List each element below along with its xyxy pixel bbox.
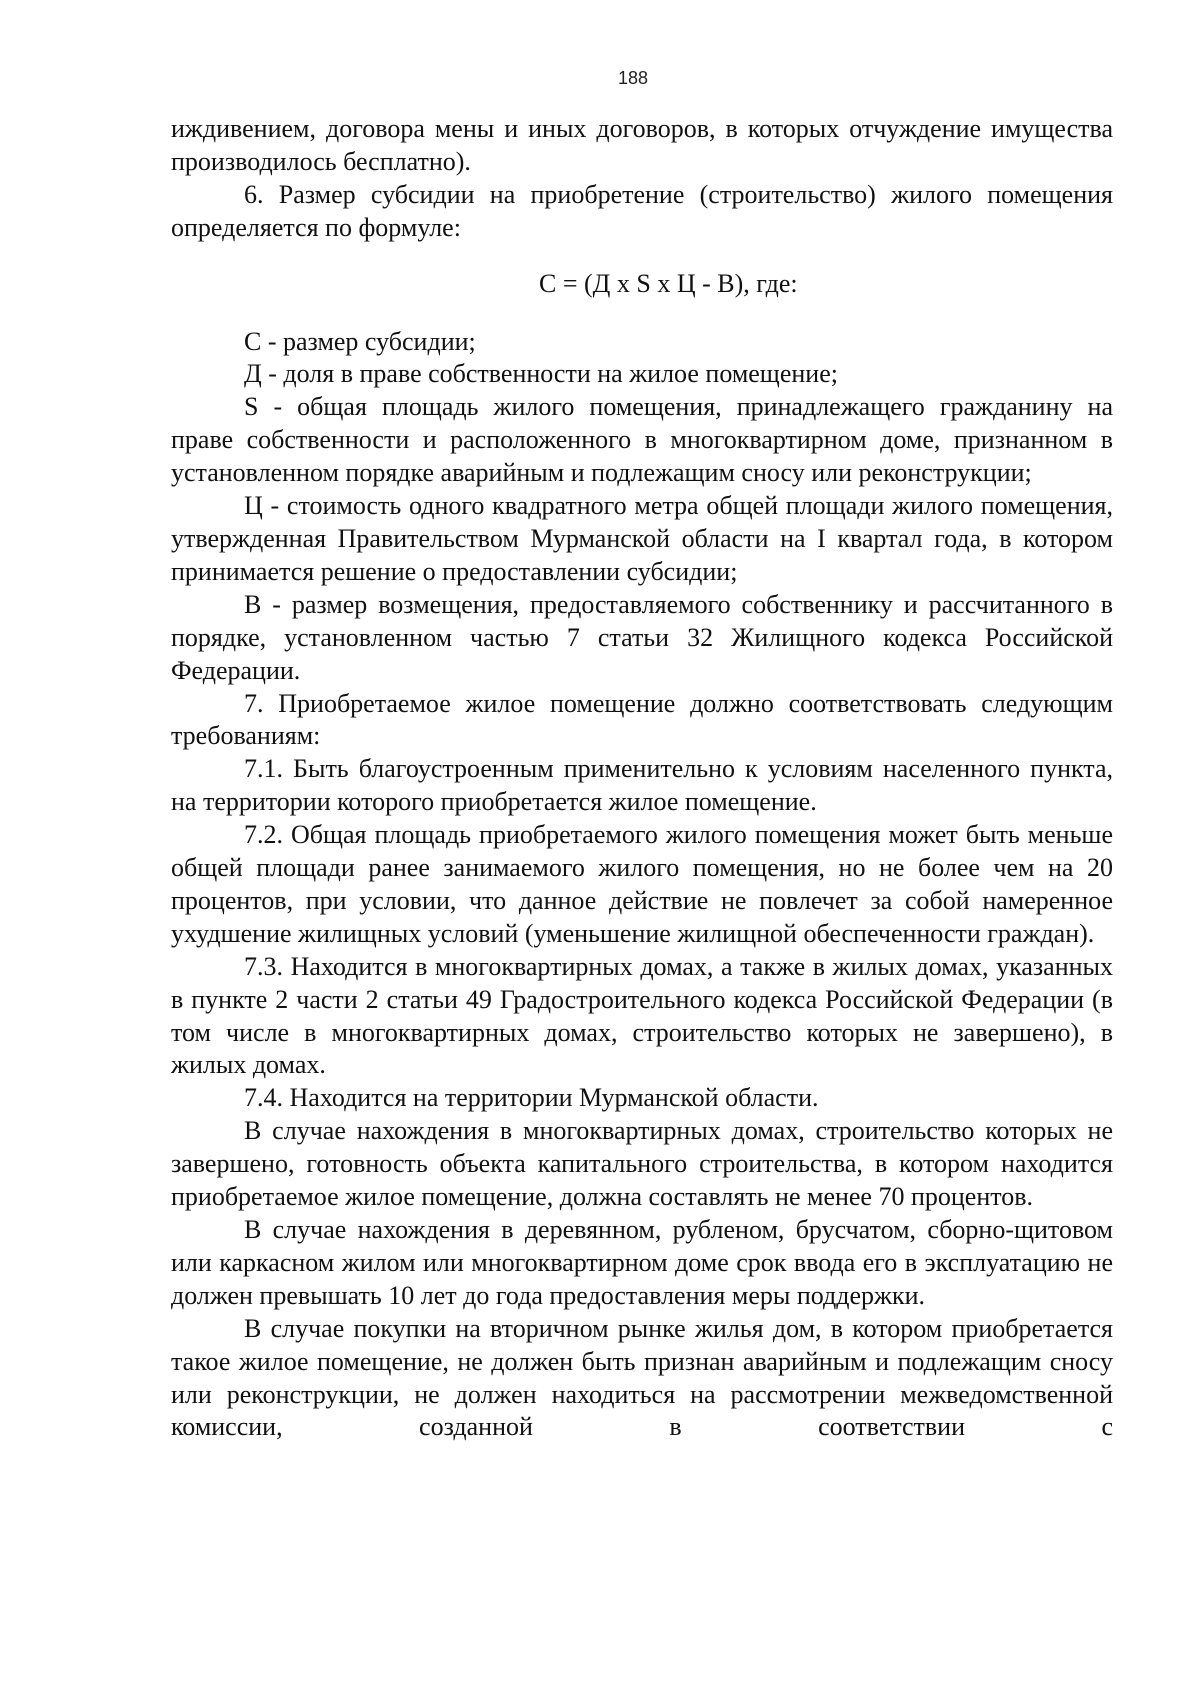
paragraph-item-7-3: 7.3. Находится в многоквартирных домах, а также в жилых домах, указанных в пункте 2 части 2 статьи 49 Градостроительного кодекса Российской Федерации (в том числе в многоквартирных домах, строительство которых не завершено), в жилых домах.	[171, 951, 1113, 1080]
paragraph-item-7-2: 7.2. Общая площадь приобретаемого жилого помещения может быть меньше общей площади ранее занимаемого жилого помещения, но не более чем на 20 процентов, при условии, что данное действие не повлечет за собой намеренное ухудшение жилищных условий (уменьшение жилищной обеспеченности граждан).	[171, 820, 1113, 948]
definition-v: В - размер возмещения, предоставляемого собственнику и рассчитанного в порядке, установленном частью 7 статьи 32 Жилищного кодекса Российской Федерации.	[171, 589, 1113, 685]
page-number: 188	[617, 68, 649, 88]
paragraph-item-6: 6. Размер субсидии на приобретение (строительство) жилого помещения определяется по формуле:	[171, 179, 1113, 242]
paragraph-item-7: 7. Приобретаемое жилое помещение должно соответствовать следующим требованиям:	[171, 688, 1113, 751]
paragraph-continuation: иждивением, договора мены и иных договоров, в которых отчуждение имущества производилось бесплатно).	[171, 114, 1113, 176]
definition-c: С - размер субсидии;	[244, 326, 476, 356]
paragraph-wooden-house: В случае нахождения в деревянном, рубленом, брусчатом, сборно-щитовом или каркасном жилом или многоквартирном доме срок ввода его в эксплуатацию не должен превышать 10 лет до года предоставления меры поддержки.	[171, 1215, 1113, 1310]
subsidy-formula: С = (Д х S х Ц - В), где:	[539, 268, 798, 298]
paragraph-item-7-1: 7.1. Быть благоустроенным применительно к условиям населенного пункта, на территории которого приобретается жилое помещение.	[171, 754, 1113, 817]
definition-d: Д - доля в праве собственности на жилое помещение;	[244, 359, 838, 389]
paragraph-unfinished-construction: В случае нахождения в многоквартирных домах, строительство которых не завершено, готовность объекта капитального строительства, в котором находится приобретаемое жилое помещение, должна составлять не менее 70 процентов.	[171, 1116, 1113, 1212]
definition-ts: Ц - стоимость одного квадратного метра общей площади жилого помещения, утвержденная Правительством Мурманской области на I квартал года, в котором принимается решение о предоставлении субсидии;	[171, 491, 1113, 586]
paragraph-item-7-4: 7.4. Находится на территории Мурманской области.	[244, 1083, 819, 1113]
document-body	[171, 113, 1113, 1444]
definition-s: S - общая площадь жилого помещения, принадлежащего гражданину на праве собственности и расположенного в многоквартирном доме, признанном в установленном порядке аварийным и подлежащим сносу или реконструкции;	[171, 392, 1113, 488]
paragraph-secondary-market: В случае покупки на вторичном рынке жилья дом, в котором приобретается такое жилое помещение, не должен быть признан аварийным и подлежащим сносу или реконструкции, не должен находиться на рассмотрении межведомственной комиссии, созданной в соответствии с	[171, 1313, 1113, 1442]
